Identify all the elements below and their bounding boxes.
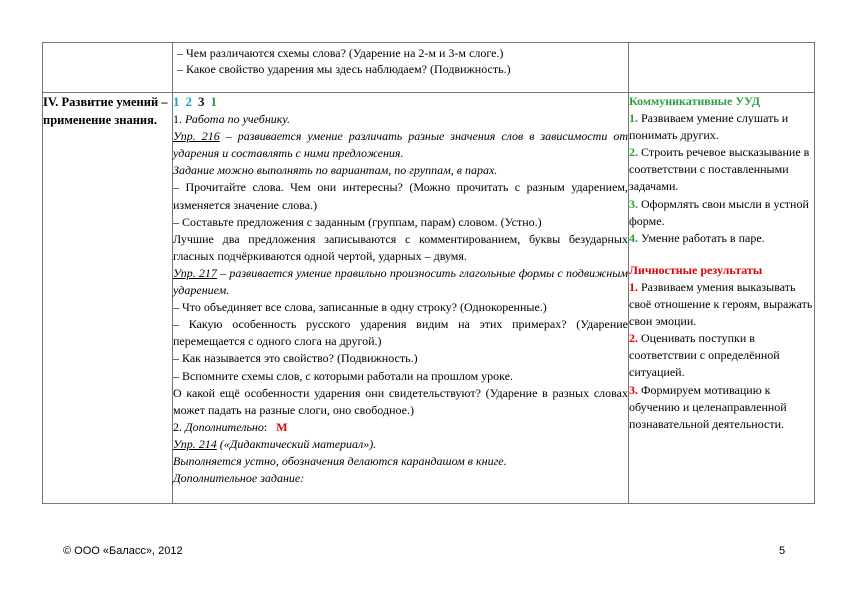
paragraph bbox=[173, 111, 628, 128]
paragraph: Задание можно выполнять по вариантам, по группам, в парах. bbox=[173, 163, 498, 178]
item-number: 2. bbox=[629, 145, 638, 160]
stage-cell bbox=[43, 43, 173, 93]
comm-item bbox=[629, 144, 814, 195]
personal-item bbox=[629, 382, 814, 433]
task-title: Дополнительно bbox=[185, 419, 264, 434]
text-line: – Чем различаются схемы слова? (Ударение на 2-м и 3-м слоге.) bbox=[177, 46, 504, 60]
exercise-ref: Упр. 216 bbox=[173, 129, 220, 144]
outcomes-cell bbox=[629, 43, 815, 93]
item-number: 1. bbox=[173, 112, 185, 127]
exercise-desc: – развивается умение различать разные значения слов в зависимости от ударения и составлять с ними предложения. bbox=[173, 129, 628, 161]
outcomes-cell bbox=[629, 93, 815, 504]
paragraph bbox=[173, 436, 628, 453]
spacer bbox=[629, 247, 814, 262]
paragraph: – Прочитайте слова. Чем они интересны? (Можно прочитать с разным ударением, изменяется значение слова.) bbox=[173, 180, 628, 212]
paragraph bbox=[173, 265, 628, 299]
level-numbers bbox=[173, 93, 628, 111]
table-row bbox=[43, 93, 815, 504]
level-mark: М bbox=[276, 419, 288, 434]
item-text: Развиваем умение слушать и понимать других. bbox=[629, 111, 789, 143]
paragraph: – Как называется это свойство? (Подвижность.) bbox=[173, 351, 418, 366]
exercise-desc: – развивается умение правильно произносить глагольные формы с подвижным ударением. bbox=[173, 265, 628, 298]
item-number: 2. bbox=[173, 419, 185, 434]
comm-item bbox=[629, 230, 814, 247]
item-text: Развиваем умения выказывать своё отношение к героям, выражать свои эмоции. bbox=[629, 279, 813, 329]
paragraph: Дополнительное задание: bbox=[173, 471, 305, 486]
item-text: Оформлять свои мысли в устной форме. bbox=[629, 196, 809, 228]
item-number: 1. bbox=[629, 111, 638, 126]
level-number: 3 bbox=[198, 94, 205, 109]
page-number: 5 bbox=[779, 545, 786, 557]
item-number: 1. bbox=[629, 279, 638, 294]
comm-item bbox=[629, 110, 814, 144]
stage-heading: IV. Развитие умений – применение знания. bbox=[43, 93, 173, 504]
content-cell bbox=[173, 43, 629, 93]
table-row bbox=[43, 43, 815, 93]
item-text: Умение работать в паре. bbox=[638, 230, 765, 245]
item-number: 2. bbox=[629, 331, 638, 346]
paragraph bbox=[173, 419, 628, 436]
level-number: 1 bbox=[173, 94, 180, 109]
item-number: 3. bbox=[629, 196, 638, 211]
comm-heading: Коммуникативные УУД bbox=[629, 94, 761, 108]
lesson-table bbox=[42, 42, 815, 504]
paragraph: О какой ещё особенности ударения они свидетельствуют? (Ударение в разных словах может падать на разные слоги, оно свободное.) bbox=[173, 385, 628, 417]
exercise-ref: Упр. 214 bbox=[173, 436, 217, 451]
personal-item bbox=[629, 279, 814, 330]
comm-item bbox=[629, 196, 814, 230]
personal-item bbox=[629, 330, 814, 381]
paragraph: – Какую особенность русского ударения видим на этих примерах? (Ударение перемещается с одного слога на другой.) bbox=[173, 317, 628, 349]
item-text: Формируем мотивацию к обучению и целенаправленной познавательной деятельности. bbox=[629, 382, 787, 431]
item-number: 3. bbox=[629, 382, 638, 397]
text-line: – Какое свойство ударения мы здесь наблюдаем? (Подвижность.) bbox=[177, 62, 511, 76]
exercise-ref: Упр. 217 bbox=[173, 265, 217, 280]
paragraph: – Вспомните схемы слов, с которыми работали на прошлом уроке. bbox=[173, 368, 514, 383]
level-number: 1 bbox=[210, 94, 217, 109]
paragraph bbox=[173, 128, 628, 162]
colon: : bbox=[263, 419, 268, 434]
personal-heading: Личностные результаты bbox=[629, 262, 763, 277]
task-title: Работа по учебнику. bbox=[185, 112, 290, 127]
item-number: 4. bbox=[629, 230, 638, 245]
paragraph: Лучшие два предложения записываются с комментированием, буквы безударных гласных подчёркиваются одной чертой, ударных – двумя. bbox=[173, 231, 628, 263]
copyright: © ООО «Баласс», 2012 bbox=[63, 545, 183, 557]
exercise-desc: («Дидактический материал»). bbox=[216, 436, 377, 451]
item-text: Строить речевое высказывание в соответствии с поставленными задачами. bbox=[629, 145, 810, 194]
item-text: Оценивать поступки в соответствии с определённой ситуацией. bbox=[629, 331, 780, 380]
paragraph: – Что объединяет все слова, записанные в одну строку? (Однокоренные.) bbox=[173, 300, 547, 315]
content-cell bbox=[173, 93, 629, 504]
paragraph: – Составьте предложения с заданным (группам, парам) словом. (Устно.) bbox=[173, 214, 542, 229]
paragraph: Выполняется устно, обозначения делаются карандашом в книге. bbox=[173, 453, 507, 468]
level-number: 2 bbox=[185, 94, 192, 109]
